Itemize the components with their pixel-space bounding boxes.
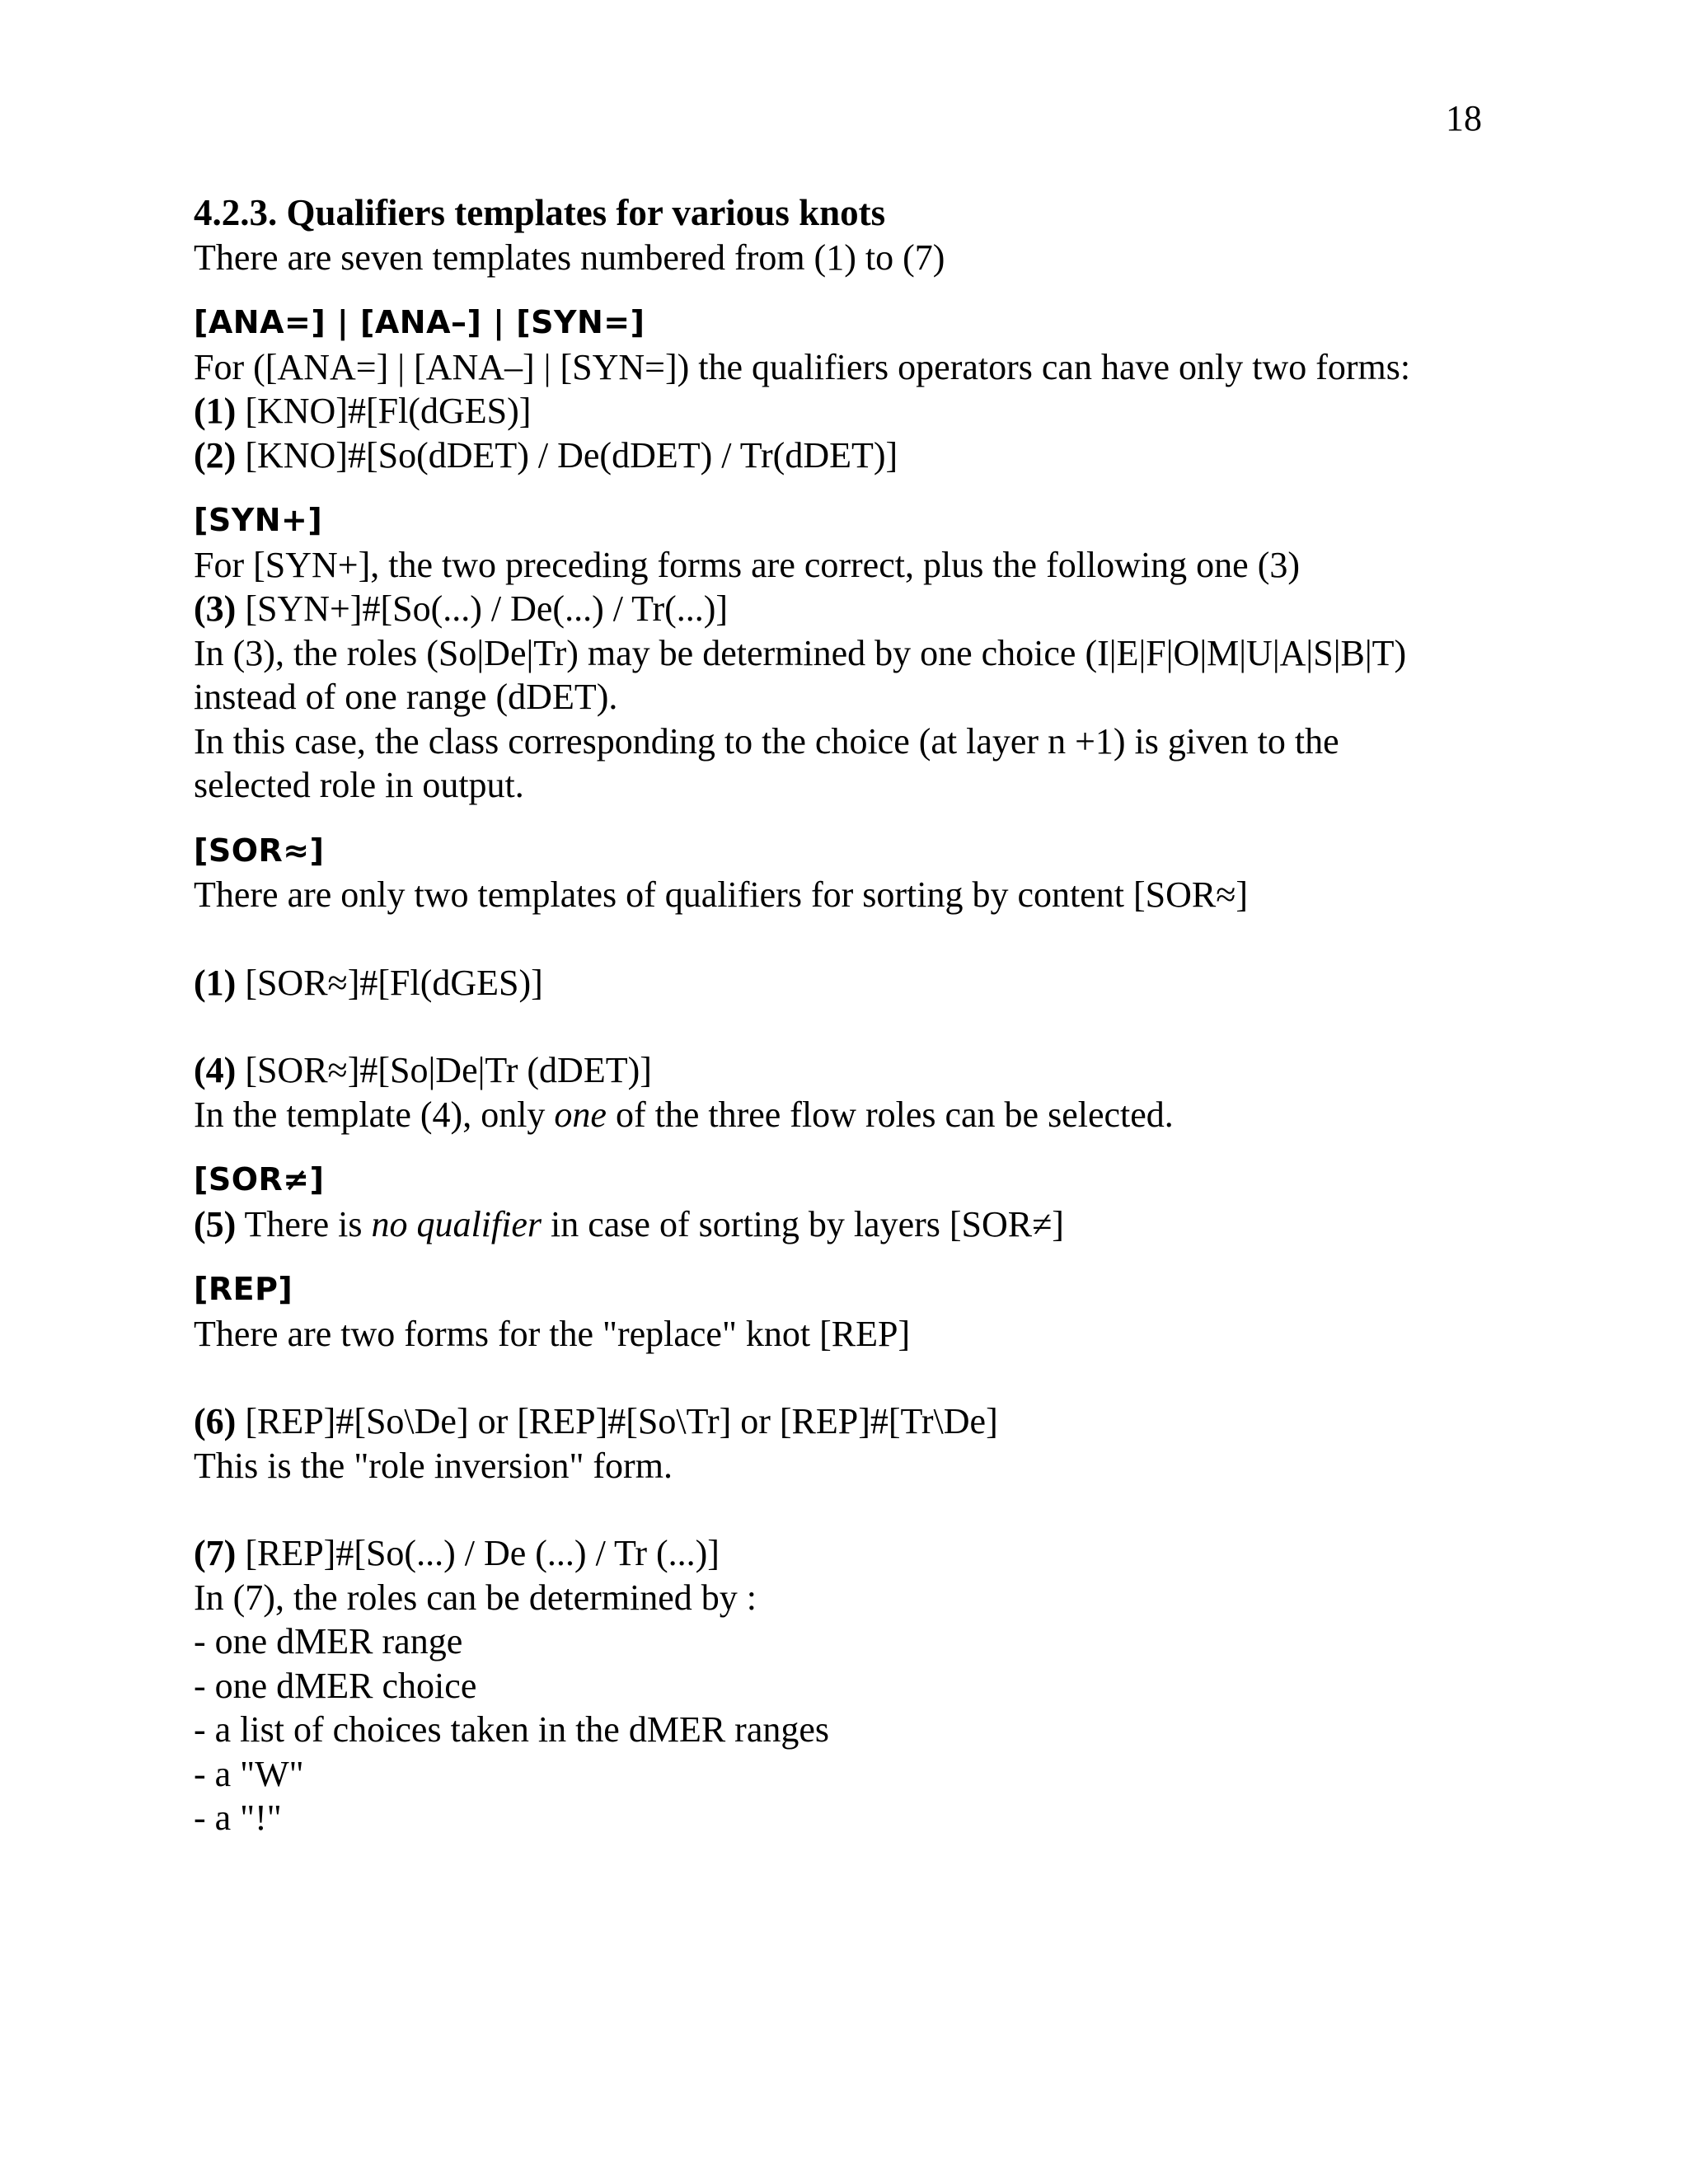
heading-sor-approx: [SOR≈]: [194, 832, 325, 869]
form-6-line: [194, 1399, 1512, 1444]
page-number: 18: [1446, 98, 1482, 138]
sor-approx-text: There are only two templates of qualifiers for sorting by content [SOR≈]: [194, 874, 1249, 915]
list-item: - one dMER choice: [194, 1665, 477, 1706]
form-1-number: (1): [194, 391, 237, 431]
list-item: - one dMER range: [194, 1621, 463, 1661]
syn-plus-line-4: selected role in output.: [194, 765, 524, 805]
form-6-text: [REP]#[So\De] or [REP]#[So\Tr] or [REP]#[Tr\De]: [236, 1401, 998, 1441]
heading-ana-syn: [ANA=] | [ANA–] | [SYN=]: [194, 304, 645, 340]
form-4-note-start: In the template (4), only: [194, 1094, 555, 1135]
form-7-note: In (7), the roles can be determined by :: [194, 1577, 757, 1618]
rep-text: There are two forms for the "replace" knot [REP]: [194, 1313, 911, 1354]
form-7-line: [194, 1531, 1512, 1576]
heading-syn-plus: [SYN+]: [194, 502, 323, 538]
form-3-number: (3): [194, 588, 237, 629]
form-1-text: [KNO]#[Fl(dGES)]: [236, 391, 532, 431]
section-intro: There are seven templates numbered from (1) to (7): [194, 237, 945, 278]
sor-form-1-number: (1): [194, 962, 237, 1003]
form-4-note-end: of the three flow roles can be selected.: [606, 1094, 1174, 1135]
heading-rep: [REP]: [194, 1271, 293, 1307]
form-7-text: [REP]#[So(...) / De (...) / Tr (...)]: [236, 1533, 720, 1573]
form-2-line: [194, 434, 1512, 478]
form-5-line: [194, 1202, 1512, 1247]
form-4-text: [SOR≈]#[So|De|Tr (dDET)]: [236, 1050, 652, 1090]
form-2-number: (2): [194, 434, 237, 476]
syn-plus-line-2: instead of one range (dDET).: [194, 677, 618, 717]
form-4-note: [194, 1093, 1512, 1137]
list-item: - a "!": [194, 1797, 282, 1838]
heading-sor-neq: [SOR≠]: [194, 1161, 325, 1197]
syn-plus-line-3: In this case, the class corresponding to the choice (at layer n +1) is given to the: [194, 720, 1339, 762]
form-5-text-end: in case of sorting by layers [SOR≠]: [542, 1203, 1064, 1244]
form-3-line: [194, 587, 1512, 631]
syn-plus-line-1: In (3), the roles (So|De|Tr) may be determined by one choice (I|E|F|O|M|U|A|S|B|T): [194, 632, 1407, 673]
form-4-note-emphasis: one: [554, 1094, 607, 1135]
page-content: [194, 191, 1512, 1840]
form-6-number: (6): [194, 1401, 237, 1441]
form-5-text-emphasis: no qualifier: [371, 1203, 542, 1244]
form-3-text: [SYN+]#[So(...) / De(...) / Tr(...)]: [236, 588, 729, 629]
form-5-text-start: There is: [236, 1203, 372, 1244]
form-4-number: (4): [194, 1050, 237, 1090]
syn-plus-text: For [SYN+], the two preceding forms are correct, plus the following one (3): [194, 544, 1300, 585]
list-item: - a list of choices taken in the dMER ranges: [194, 1709, 830, 1750]
list-item: - a "W": [194, 1753, 304, 1794]
form-5-number: (5): [194, 1203, 237, 1244]
ana-syn-text: For ([ANA=] | [ANA–] | [SYN=]) the qualifiers operators can have only two forms:: [194, 346, 1411, 387]
sor-form-1-text: [SOR≈]#[Fl(dGES)]: [236, 962, 543, 1003]
form-7-number: (7): [194, 1533, 237, 1573]
form-2-text: [KNO]#[So(dDET) / De(dDET) / Tr(dDET)]: [236, 434, 898, 476]
form-6-note: This is the "role inversion" form.: [194, 1445, 673, 1486]
form-4-line: [194, 1048, 1512, 1093]
section-title: 4.2.3. Qualifiers templates for various knots: [194, 192, 886, 233]
form-1-line: [194, 389, 1512, 434]
sor-form-1-line: [194, 961, 1512, 1005]
